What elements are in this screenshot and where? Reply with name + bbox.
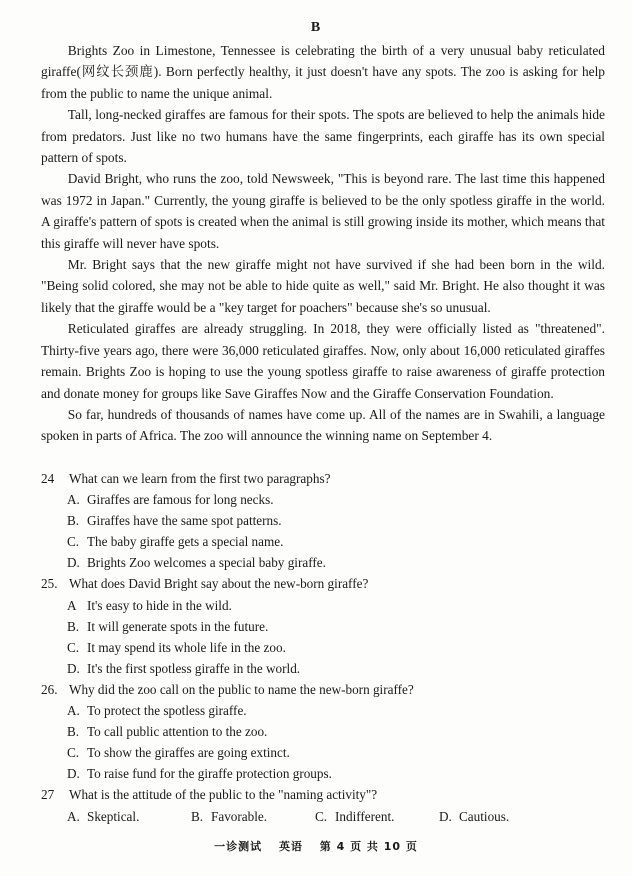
option-text: To raise fund for the giraffe protection groups. [87, 766, 332, 782]
option-d [67, 658, 605, 679]
question-number: 25. [41, 576, 58, 592]
option-text: To show the giraffes are going extinct. [87, 745, 290, 761]
option-text: Indifferent. [335, 808, 395, 824]
question-text: What can we learn from the first two paragraphs? [69, 471, 331, 486]
option-letter: A [67, 597, 77, 613]
option-letter: C. [315, 808, 328, 824]
option-b [67, 510, 605, 531]
question-stem [41, 679, 605, 700]
passage-paragraph: David Bright, who runs the zoo, told Newsweek, "This is beyond rare. The last time this happened was 1972 in Japan." Currently, the young giraffe is believed to be the only spotless giraffe in the world. A giraffe's pattern of spots is created when the animal is still growing inside its mother, which means that this giraffe will never have spots. [41, 171, 605, 251]
option-text: It's easy to hide in the wild. [87, 597, 232, 613]
option-d [67, 763, 605, 784]
option-text: Cautious. [459, 808, 510, 824]
option-c [67, 531, 605, 552]
question-number: 24 [41, 471, 55, 486]
footer-page-number: 第 4 页 共 10 页 [319, 840, 418, 853]
option-text: Skeptical. [87, 808, 140, 824]
option-b [67, 616, 605, 637]
question-24 [41, 468, 605, 573]
option-list [67, 700, 605, 784]
question-stem [41, 573, 605, 594]
option-list [67, 489, 605, 573]
question-27 [41, 784, 605, 826]
option-letter: D. [67, 660, 80, 676]
section-heading: B [310, 20, 322, 35]
option-letter: C. [67, 745, 80, 761]
question-26 [41, 679, 605, 784]
option-letter: D. [439, 808, 452, 824]
option-letter: B. [67, 724, 80, 740]
option-a [67, 806, 191, 827]
option-a [67, 700, 605, 721]
option-text: Giraffes are famous for long necks. [87, 492, 274, 508]
footer-exam-name: 一诊测试 [214, 840, 263, 853]
passage-paragraph: Reticulated giraffes are already struggling. In 2018, they were officially listed as "threatened". Thirty-five years ago, there were 36,000 reticulated giraffes. Now, only about 16,000 reticulated giraffes remain. Brights Zoo is hoping to use the young spotless giraffe to raise awareness of giraffe protection and donate money for groups like Save Giraffes Now and the Giraffe Conservation Foundation. [41, 321, 605, 401]
option-text: It may spend its whole life in the zoo. [87, 639, 286, 655]
option-b [67, 721, 605, 742]
option-letter: C. [67, 639, 80, 655]
option-letter: D. [67, 766, 80, 782]
question-number: 27 [41, 787, 55, 803]
option-d [439, 806, 563, 827]
option-letter: B. [67, 513, 80, 529]
option-c [315, 806, 439, 827]
question-text: What does David Bright say about the new-born giraffe? [69, 576, 369, 592]
question-text: What is the attitude of the public to the "naming activity"? [69, 787, 378, 803]
option-text: The baby giraffe gets a special name. [87, 534, 284, 550]
option-text: It will generate spots in the future. [87, 618, 269, 634]
question-number: 26. [41, 681, 58, 697]
option-letter: A. [67, 492, 80, 508]
question-stem [41, 468, 605, 489]
option-d [67, 552, 605, 573]
option-letter: A. [67, 703, 80, 719]
option-letter: B. [191, 808, 204, 824]
passage-paragraph: So far, hundreds of thousands of names have come up. All of the names are in Swahili, a language spoken in parts of Africa. The zoo will announce the winning name on September 4. [41, 406, 605, 444]
footer-subject: 英语 [278, 840, 303, 853]
option-b [191, 806, 315, 827]
option-text: To call public attention to the zoo. [87, 724, 268, 740]
option-list [67, 595, 605, 679]
option-c [67, 637, 605, 658]
question-list [41, 468, 605, 827]
option-text: Favorable. [211, 808, 268, 824]
option-letter: B. [67, 618, 80, 634]
option-letter: A. [67, 808, 80, 824]
option-letter: C. [67, 534, 80, 550]
passage-paragraph: Mr. Bright says that the new giraffe might not have survived if she had been born in the wild. "Being solid colored, she may not be able to hide quite as well," said Mr. Bright. He also thought it was likely that the giraffe would be a "key target for poachers" because she's so unusual. [41, 257, 605, 315]
option-text: Giraffes have the same spot patterns. [87, 513, 282, 529]
option-a [67, 489, 605, 510]
passage-paragraph: Brights Zoo in Limestone, Tennessee is celebrating the birth of a very unusual baby reticulated giraffe(网纹长颈鹿). Born perfectly healthy, it just doesn't have any spots. The zoo is asking for help from the public to name the unique animal. [41, 43, 605, 101]
question-25 [41, 573, 605, 678]
passage-paragraph: Tall, long-necked giraffes are famous for their spots. The spots are believed to help the animals hide from predators. Just like no two humans have the same fingerprints, each giraffe has its own special pattern of spots. [41, 107, 605, 166]
page-footer [0, 838, 632, 854]
option-text: Brights Zoo welcomes a special baby giraffe. [87, 555, 326, 571]
reading-passage [41, 40, 605, 447]
option-letter: D. [67, 555, 80, 571]
question-text: Why did the zoo call on the public to name the new-born giraffe? [69, 681, 414, 697]
option-a [67, 595, 605, 616]
option-text: To protect the spotless giraffe. [87, 703, 247, 719]
option-c [67, 742, 605, 763]
question-stem [41, 784, 605, 805]
option-list [67, 806, 605, 827]
option-text: It's the first spotless giraffe in the world. [87, 660, 301, 676]
